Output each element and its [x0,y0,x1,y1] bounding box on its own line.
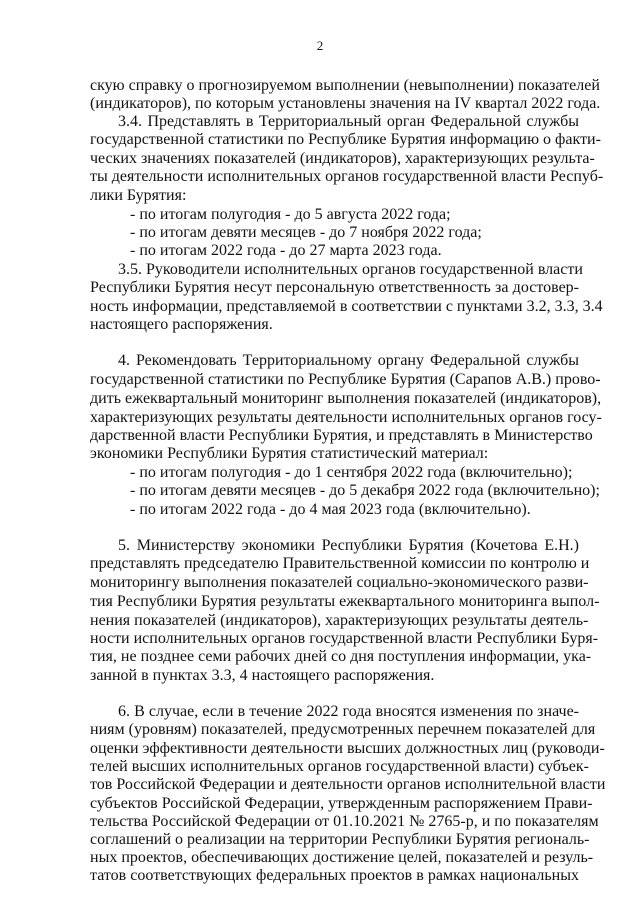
text-line: субъектов Российской Федерации, утвержденным распоряжением Прави- [90,794,593,812]
text-line: государственной статистики по Республике Бурятия (Сарапов А.В.) прово- [90,371,601,389]
text-line: 5. Министерству экономики Республики Бурятия (Кочетова Е.Н.) [118,537,579,555]
text-line: 4. Рекомендовать Территориальному органу Федеральной службы [118,352,579,370]
text-line: ческих значениях показателей (индикаторов), характеризующих результа- [90,150,595,168]
text-line: настоящего распоряжения. [90,316,273,334]
list-item: - по итогам полугодия - до 1 сентября 2022 года (включительно); [130,463,573,481]
text-line: нения показателей (индикаторов), характеризующих результаты деятель- [90,611,589,629]
text-line: государственной статистики по Республике Бурятия информацию о факти- [90,131,601,149]
text-line: занной в пунктах 3.3, 4 настоящего распоряжения. [90,666,435,684]
page-number: 2 [316,38,324,53]
text-line: ность информации, представляемой в соответствии с пунктами 3.2, 3.3, 3.4 [90,298,603,316]
list-item: - по итогам 2022 года - до 4 мая 2023 года (включительно). [130,501,531,519]
text-line: лики Бурятия: [90,186,187,204]
list-item: - по итогам полугодия - до 5 августа 2022 года; [130,205,451,223]
text-line: телей высших исполнительных органов государственной власти) субъек- [90,758,589,776]
text-line: (индикаторов), по которым установлены значения на IV квартал 2022 года. [90,95,601,113]
text-line: тия, не позднее семи рабочих дней со дня поступления информации, ука- [90,647,592,665]
text-line: ниям (уровням) показателей, предусмотренных перечнем показателей для [90,721,596,739]
text-line: соглашений о реализации на территории Республики Бурятия региональ- [90,830,590,848]
text-line: тия Республики Бурятия результаты ежеквартального мониторинга выпол- [90,592,600,610]
text-line: 3.4. Представлять в Территориальный орган Федеральной службы [118,113,579,131]
text-line: характеризующих результаты деятельности исполнительных органов госу- [90,408,602,426]
list-item: - по итогам девяти месяцев - до 5 декабря 2022 года (включительно); [130,482,600,499]
text-line: ности исполнительных органов государственной власти Республики Буря- [90,629,599,647]
text-line: дарственной власти Республики Бурятия, и представлять в Министерство [90,426,593,444]
text-line: 6. В случае, если в течение 2022 года вносятся изменения по значе- [118,703,579,721]
text-line: ты деятельности исполнительных органов государственной власти Респуб- [90,168,604,186]
text-line: экономики Республики Бурятия статистический материал: [90,444,489,462]
text-line: тов Российской Федерации и деятельности органов исполнительной власти [90,776,606,794]
text-line: 3.5. Руководители исполнительных органов государственной власти [118,260,583,278]
text-line: дить ежеквартальный мониторинг выполнения показателей (индикаторов), [90,389,602,407]
text-line: ных проектов, обеспечивающих достижение целей, показателей и резуль- [90,848,594,866]
list-item: - по итогам 2022 года - до 27 марта 2023 года. [130,241,442,259]
text-line: Республики Бурятия несут персональную ответственность за достовер- [90,279,579,297]
text-line: представлять председателю Правительственной комиссии по контролю и [90,555,590,573]
text-line: татов соответствующих федеральных проектов в рамках национальных [90,867,579,884]
text-line: скую справку о прогнозируемом выполнении (невыполнении) показателей [90,77,600,94]
list-item: - по итогам девяти месяцев - до 7 ноября 2022 года; [130,223,482,241]
text-line: мониторингу выполнения показателей социально-экономического разви- [90,574,589,592]
text-line: оценки эффективности деятельности высших должностных лиц (руководи- [90,740,605,758]
text-line: тельства Российской Федерации от 01.10.2021 № 2765-р, и по показателям [90,812,599,830]
